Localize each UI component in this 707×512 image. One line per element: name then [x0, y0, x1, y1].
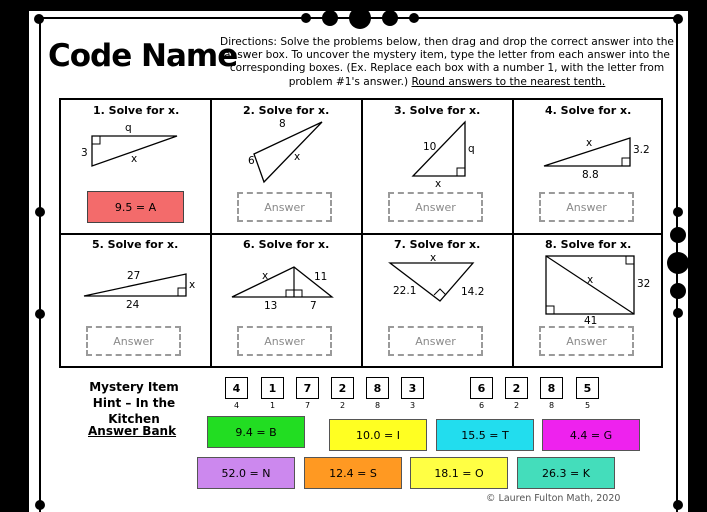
border-dot [322, 10, 338, 26]
mystery-item-hint: Hint – In the Kitchen [92, 396, 176, 426]
grid-divider [61, 233, 661, 235]
mystery-box-index: 5 [584, 401, 591, 410]
mystery-box-index: 3 [409, 401, 416, 410]
answer-bank-tile[interactable]: 15.5 = T [436, 419, 534, 451]
mystery-box[interactable]: 5 [576, 377, 599, 399]
mystery-box-index: 7 [304, 401, 311, 410]
directions-rounding-note: Round answers to the nearest tenth. [411, 75, 606, 88]
problem-7-title: 7. Solve for x. [394, 238, 481, 251]
problem-1-label-top: q [125, 122, 132, 134]
directions-body: Directions: Solve the problems below, then drag and drop the correct answer into the answer box. To uncover the mystery item, type the letter from each answer into the corresponding boxes. (Ex. Replace each box with a number 1, with the letter from problem #1's answer.) [220, 36, 674, 88]
problem-4-label-bottom: 8.8 [582, 169, 599, 181]
border-dot [409, 13, 419, 23]
border-dot [670, 227, 686, 243]
problem-7-label-left: 22.1 [393, 285, 417, 297]
answer-box-4[interactable]: Answer [539, 192, 634, 222]
border-dot [349, 7, 371, 29]
mystery-box[interactable]: 4 [225, 377, 248, 399]
answer-box-8[interactable]: Answer [539, 326, 634, 356]
mystery-box-index: 4 [233, 401, 240, 410]
border-dot [673, 500, 683, 510]
mystery-box[interactable]: 3 [401, 377, 424, 399]
problem-5-title: 5. Solve for x. [92, 238, 179, 251]
border-dot [35, 207, 45, 217]
answer-bank-tile[interactable]: 4.4 = G [542, 419, 640, 451]
problem-2-label-left: 6 [248, 155, 255, 167]
decor-dot [2, 10, 14, 22]
mystery-box-index: 1 [269, 401, 276, 410]
border-dot [673, 14, 683, 24]
mystery-box-index: 8 [548, 401, 555, 410]
answer-bank-tile[interactable]: 18.1 = O [410, 457, 508, 489]
triangle-figure-5 [78, 262, 203, 312]
problem-6-label-bottom-right: 7 [310, 300, 317, 312]
problem-6-title: 6. Solve for x. [243, 238, 330, 251]
answer-bank-tile[interactable]: 10.0 = I [329, 419, 427, 451]
problem-7-label-right: 14.2 [461, 286, 485, 298]
problem-3-label-bottom: x [435, 178, 442, 188]
problem-8-title: 8. Solve for x. [545, 238, 632, 251]
triangle-figure-2 [238, 114, 338, 186]
border-dot [670, 283, 686, 299]
border-dot [34, 14, 44, 24]
problem-3-label-hyp: 10 [423, 141, 437, 153]
triangle-figure-3 [405, 116, 485, 188]
problem-1-title: 1. Solve for x. [93, 104, 180, 117]
answer-box-1[interactable]: 9.5 = A [87, 191, 184, 223]
problem-8-label-diag: x [587, 274, 594, 286]
mystery-box[interactable]: 8 [540, 377, 563, 399]
problem-3-title: 3. Solve for x. [394, 104, 481, 117]
copyright-text: © Lauren Fulton Math, 2020 [486, 493, 621, 504]
border-dot [673, 308, 683, 318]
problem-5-label-right: x [189, 279, 196, 291]
problem-8-label-right: 32 [637, 278, 651, 290]
border-dot [35, 309, 45, 319]
border-dot [673, 207, 683, 217]
answer-bank-tile[interactable]: 52.0 = N [197, 457, 295, 489]
answer-box-7[interactable]: Answer [388, 326, 483, 356]
problem-7-label-top: x [430, 252, 437, 264]
triangle-figure-4 [538, 132, 658, 182]
mystery-item-title: Mystery Item [89, 380, 179, 394]
mystery-box-index: 2 [513, 401, 520, 410]
mystery-box-index: 8 [374, 401, 381, 410]
triangle-figure-6 [226, 263, 341, 313]
problem-5-label-hyp: 27 [127, 270, 141, 282]
border-dot [667, 252, 689, 274]
problem-2-label-top: 8 [279, 118, 286, 130]
problem-4-label-hyp: x [586, 137, 593, 149]
mystery-box[interactable]: 7 [296, 377, 319, 399]
triangle-figure-1 [75, 118, 190, 173]
mystery-item-label [66, 379, 202, 427]
problem-1-label-hyp: x [131, 153, 138, 165]
problem-1-label-left: 3 [81, 147, 88, 159]
problem-5-label-bottom: 24 [126, 299, 140, 311]
answer-box-6[interactable]: Answer [237, 326, 332, 356]
border-dot [35, 500, 45, 510]
problem-2-label-hyp: x [294, 151, 301, 163]
answer-box-3[interactable]: Answer [388, 192, 483, 222]
mystery-box[interactable]: 1 [261, 377, 284, 399]
answer-bank-tile[interactable]: 9.4 = B [207, 416, 305, 448]
answer-box-2[interactable]: Answer [237, 192, 332, 222]
problem-6-label-right: 11 [314, 271, 328, 283]
directions-text [218, 36, 676, 89]
page-title: Code Name [48, 38, 238, 74]
mystery-box[interactable]: 6 [470, 377, 493, 399]
answer-box-5[interactable]: Answer [86, 326, 181, 356]
problem-3-label-right: q [468, 143, 475, 155]
mystery-box-index: 6 [478, 401, 485, 410]
mystery-box[interactable]: 8 [366, 377, 389, 399]
border-dot [301, 13, 311, 23]
mystery-box-index: 2 [339, 401, 346, 410]
answer-bank-tile[interactable]: 12.4 = S [304, 457, 402, 489]
answer-bank-tile[interactable]: 26.3 = K [517, 457, 615, 489]
problem-6-label-bottom-left: 13 [264, 300, 278, 312]
answer-bank-label: Answer Bank [88, 424, 177, 438]
problem-2-title: 2. Solve for x. [243, 104, 330, 117]
rectangle-figure-8 [540, 252, 660, 326]
border-dot [382, 10, 398, 26]
mystery-box[interactable]: 2 [331, 377, 354, 399]
triangle-figure-7 [385, 252, 495, 308]
problem-4-title: 4. Solve for x. [545, 104, 632, 117]
mystery-box[interactable]: 2 [505, 377, 528, 399]
problem-6-label-left: x [262, 270, 269, 282]
problem-8-label-bottom: 41 [584, 315, 598, 326]
problem-4-label-right: 3.2 [633, 144, 650, 156]
